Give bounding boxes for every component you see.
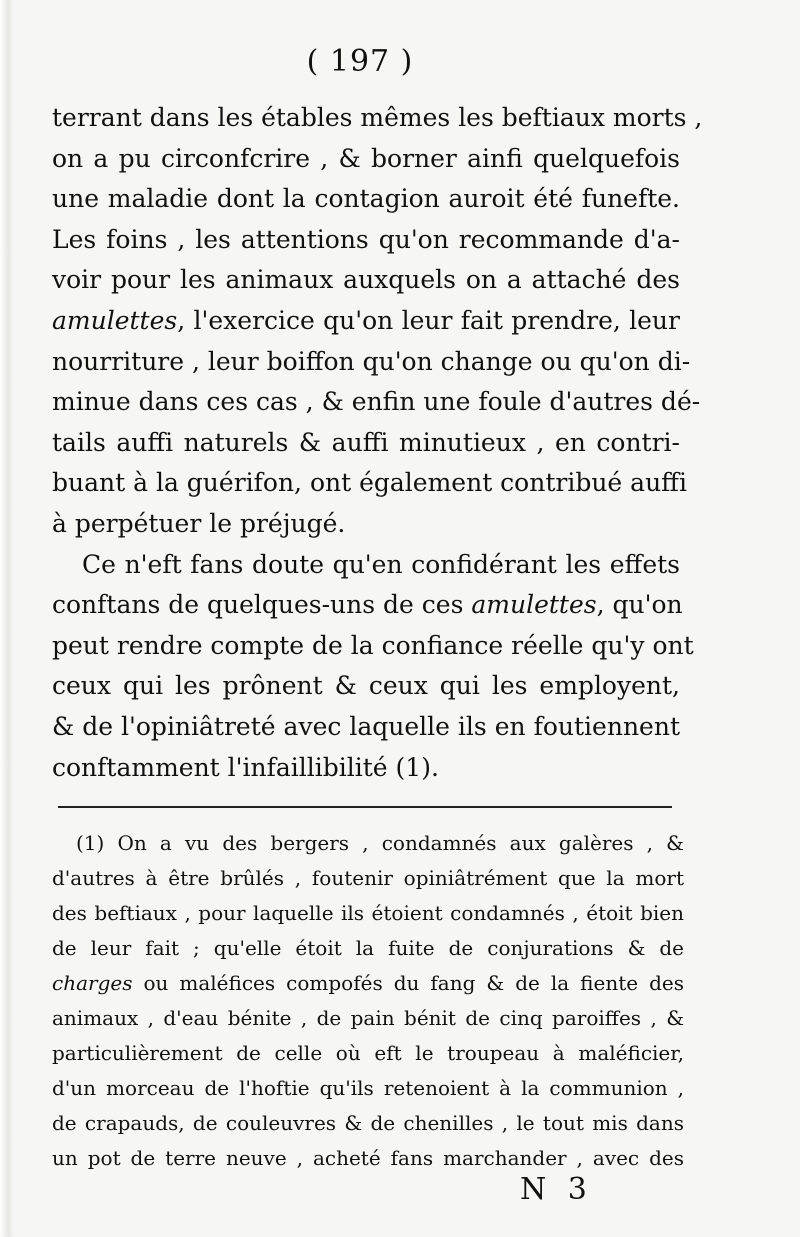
body-line: buant à la guérifon, ont également contribué auffi bbox=[52, 468, 687, 498]
body-line: peut rendre compte de la confiance réelle qu'y ont bbox=[52, 630, 694, 660]
footnote-line: de leur fait ; qu'elle étoit la fuite de conjurations & de bbox=[52, 936, 684, 960]
body-line bbox=[52, 301, 680, 342]
footnote-line: d'un morceau de l'hoftie qu'ils retenoient à la communion , bbox=[52, 1076, 684, 1100]
footnote-line: animaux , d'eau bénite , de pain bénit de cinq paroiffes , & bbox=[52, 1006, 684, 1030]
body-line-start: conftans de quelques-uns de ces bbox=[52, 590, 464, 620]
body-line: une maladie dont la contagion auroit été funefte. bbox=[52, 184, 680, 214]
body-line: Ce n'eft fans doute qu'en confidérant les effets bbox=[82, 549, 680, 579]
body-line: tails auffi naturels & auffi minutieux , en contri- bbox=[52, 427, 680, 457]
body-line: terrant dans les étables mêmes les beftiaux morts , bbox=[52, 103, 703, 132]
footnote bbox=[52, 826, 684, 1176]
body-line: conftamment l'infaillibilité (1). bbox=[52, 752, 439, 782]
footnote-line-rest: ou maléfices compofés du fang & de la fiente des bbox=[143, 971, 684, 995]
footnote-line: un pot de terre neuve , acheté fans marchander , avec des bbox=[52, 1146, 684, 1170]
body-line-rest: , l'exercice qu'on leur fait prendre, leur bbox=[177, 305, 680, 335]
footnote-line: (1) On a vu des bergers , condamnés aux galères , & bbox=[76, 831, 684, 855]
signature-mark: N 3 bbox=[520, 1172, 593, 1207]
body-line: & de l'opiniâtreté avec laquelle ils en foutiennent bbox=[52, 711, 680, 741]
footnote-line bbox=[52, 966, 684, 1001]
body-line: on a pu circonfcrire , & borner ainfi quelquefois bbox=[52, 143, 680, 173]
italic-word-amulettes: amulettes bbox=[52, 305, 178, 335]
footnote-line: d'autres à être brûlés , foutenir opiniâtrément que la mort bbox=[52, 866, 684, 890]
page-gutter-shadow bbox=[0, 0, 14, 1237]
body-line: voir pour les animaux auxquels on a attaché des bbox=[52, 265, 680, 295]
body-line: à perpétuer le préjugé. bbox=[52, 508, 346, 538]
body-line bbox=[52, 585, 683, 626]
page-number: ( 197 ) bbox=[306, 44, 414, 79]
body-line-rest: , qu'on bbox=[596, 590, 683, 620]
body-line: minue dans ces cas , & enfin une foule d'autres dé- bbox=[52, 387, 701, 417]
footnote-line: des beftiaux , pour laquelle ils étoient condamnés , étoit bien bbox=[52, 901, 684, 925]
italic-word-charges: charges bbox=[52, 971, 133, 995]
footnote-line: particulièrement de celle où eft le troupeau à maléficier, bbox=[52, 1041, 684, 1065]
italic-word-amulettes: amulettes bbox=[471, 590, 597, 620]
body-text bbox=[52, 98, 703, 788]
footnote-separator bbox=[58, 806, 672, 808]
body-line: Les foins , les attentions qu'on recommande d'a- bbox=[52, 224, 680, 254]
body-line: nourriture , leur boiffon qu'on change ou qu'on di- bbox=[52, 346, 691, 376]
footnote-line: de crapauds, de couleuvres & de chenilles , le tout mis dans bbox=[52, 1111, 684, 1135]
body-line: ceux qui les prônent & ceux qui les employent, bbox=[52, 671, 680, 701]
